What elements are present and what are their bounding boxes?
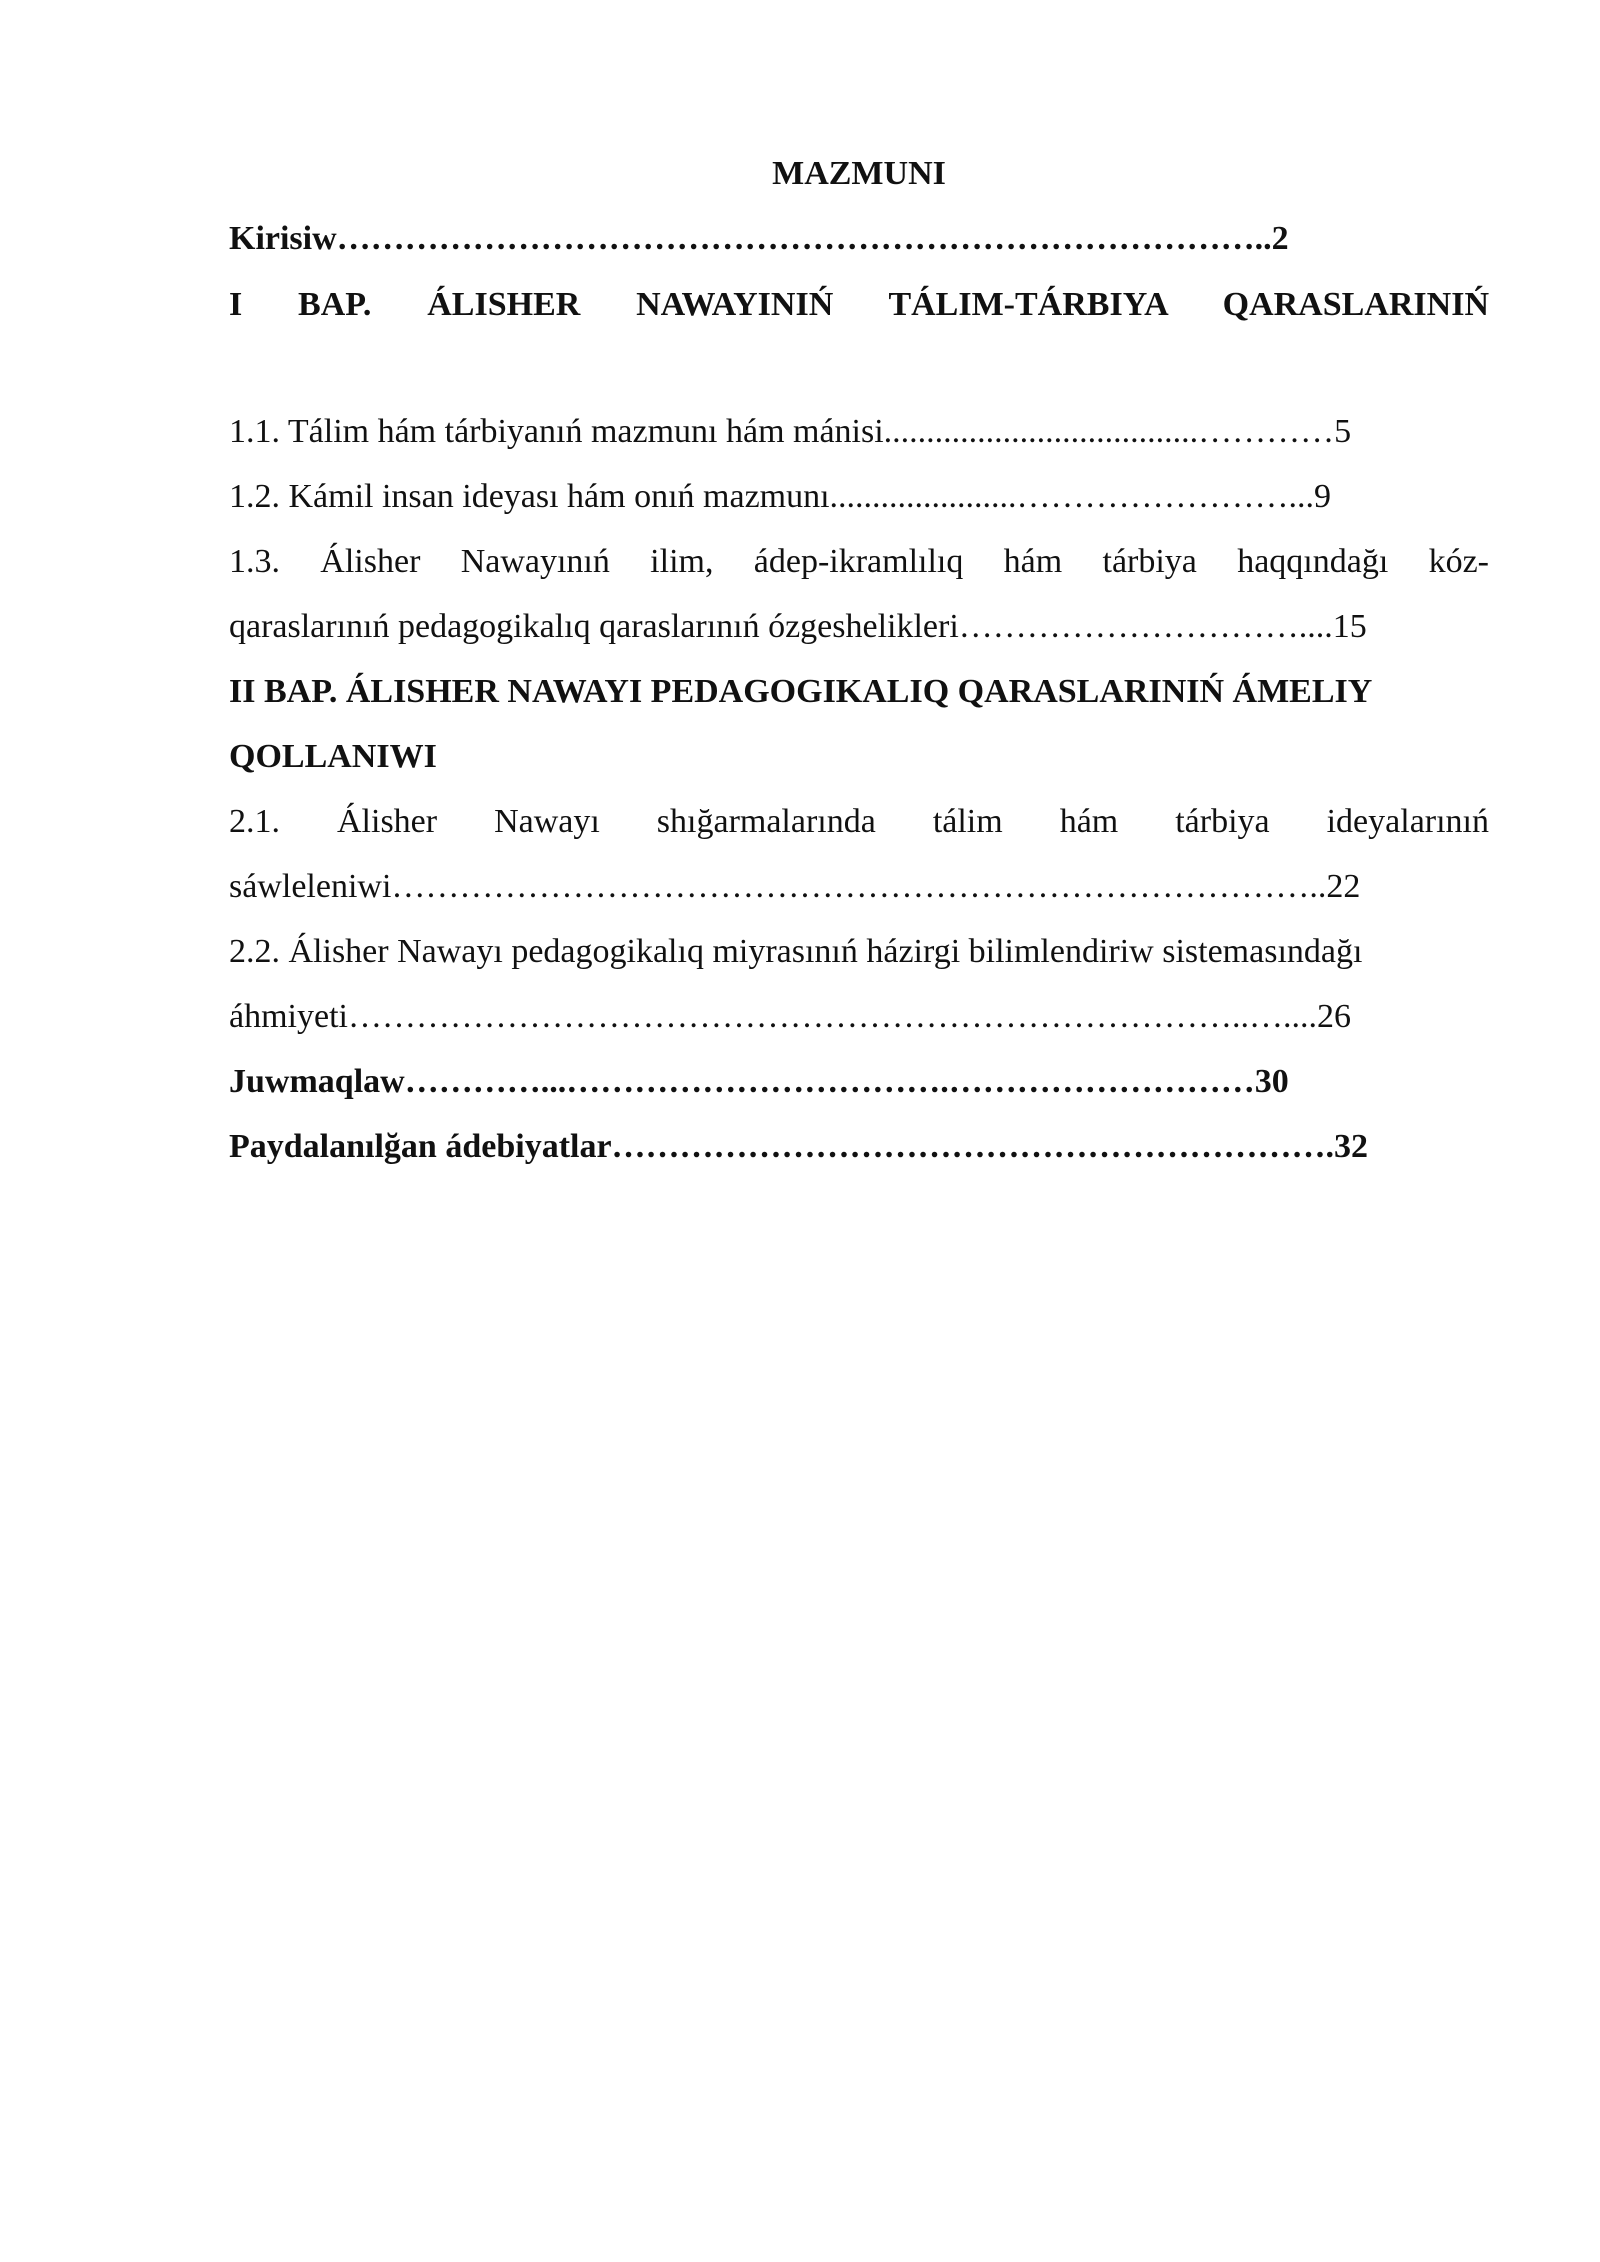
toc-entry-introduction: Kirisiw………………………………………………………………………..2 (229, 220, 1289, 257)
toc-entry-1-1: 1.1. Tálim hám tárbiyanıń mazmunı hám mánisi.....................................…………5 (229, 413, 1352, 450)
toc-entry-1-3-line-1: 1.3. Álisher Nawayınıń ilim, ádep-ikramlılıq hám tárbiya haqqındağı kóz- (229, 543, 1489, 580)
toc-title: MAZMUNI (772, 155, 946, 192)
toc-chapter-2-heading-line-1: II BAP. ÁLISHER NAWAYI PEDAGOGIKALIQ QARASLARINIŃ ÁMELIY (229, 673, 1373, 710)
toc-entry-2-1-line-2: sáwleleniwi………………………………………………………………………..22 (229, 868, 1361, 905)
toc-entry-1-3-line-2: qaraslarınıń pedagogikalıq qaraslarınıń ózgeshelikleri…………………………....15 (229, 608, 1367, 645)
toc-entry-references: Paydalanılğan ádebiyatlar……………………………………………………….32 (229, 1128, 1369, 1165)
toc-entry-2-2-line-1: 2.2. Álisher Nawayı pedagogikalıq miyrasınıń házirgi bilimlendiriw sistemasındağı (229, 933, 1363, 970)
toc-entry-1-2: 1.2. Kámil insan ideyası hám onıń mazmunı......................……………………...9 (229, 478, 1332, 515)
toc-entry-2-1-line-1: 2.1. Álisher Nawayı shığarmalarında tálim hám tárbiya ideyalarınıń (229, 803, 1489, 840)
toc-chapter-1-heading: I BAP. ÁLISHER NAWAYINIŃ TÁLIM-TÁRBIYA QARASLARINIŃ (229, 286, 1489, 323)
toc-entry-2-2-line-2: áhmiyeti……………………………………………………………………..…....26 (229, 998, 1351, 1035)
toc-entry-conclusion: Juwmaqlaw…………...…………………………….………………………30 (229, 1063, 1289, 1100)
toc-chapter-2-heading-line-2: QOLLANIWI (229, 738, 437, 775)
